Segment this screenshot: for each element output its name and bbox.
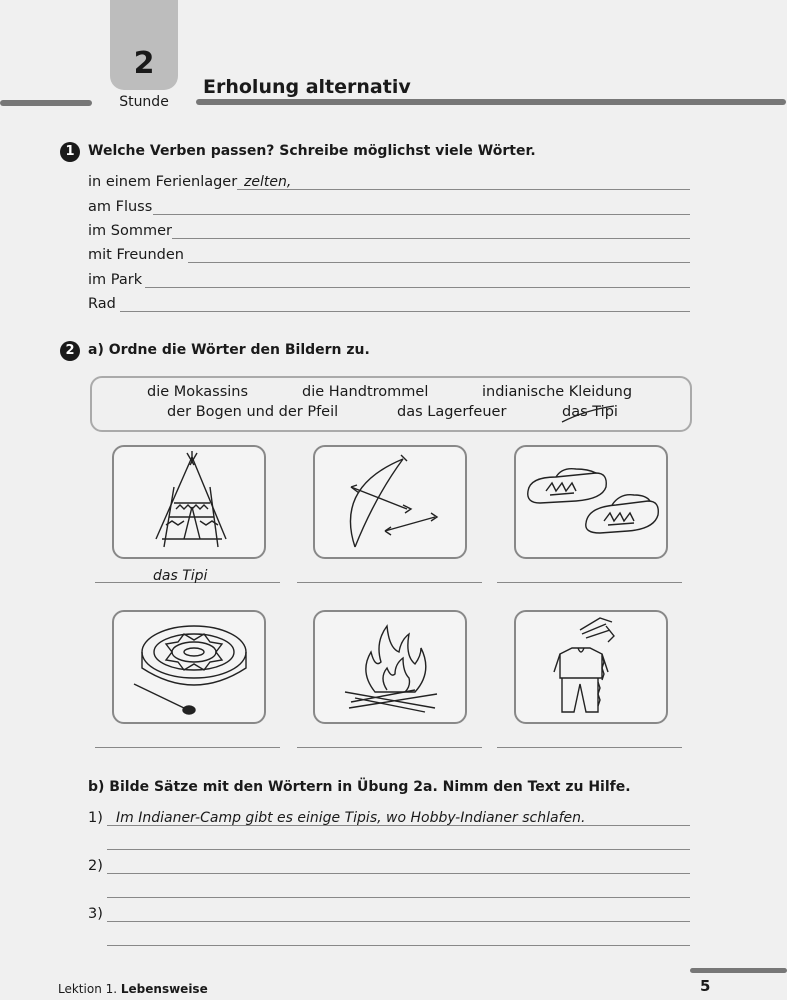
sentence-answer: Im Indianer-Camp gibt es einige Tipis, wo Hobby-Indianer schlafen. xyxy=(116,810,586,826)
sentence-line[interactable] xyxy=(107,849,690,850)
header-rule-right xyxy=(196,99,786,105)
answer-line[interactable] xyxy=(120,311,690,312)
lesson-number: 2 xyxy=(133,46,155,81)
sentence-line[interactable] xyxy=(107,873,690,874)
sentence-line[interactable] xyxy=(107,897,690,898)
page-number: 5 xyxy=(700,977,711,995)
picture-answer-line[interactable] xyxy=(95,747,280,748)
header-rule-left xyxy=(0,100,92,106)
page-title: Erholung alternativ xyxy=(203,76,411,98)
hand-drum-icon xyxy=(112,610,266,724)
word-item: indianische Kleidung xyxy=(482,384,633,400)
indian-clothing-icon xyxy=(514,610,668,724)
row-label: in einem Ferienlager xyxy=(88,174,238,190)
campfire-icon xyxy=(313,610,467,724)
footer-rule xyxy=(690,968,787,973)
sentence-line[interactable] xyxy=(107,945,690,946)
answer-line[interactable] xyxy=(153,214,690,215)
answer-line[interactable] xyxy=(172,238,690,239)
exercise-2-number: 2 xyxy=(60,341,80,361)
answer-line[interactable] xyxy=(237,189,690,190)
row-answer: zelten, xyxy=(244,174,292,190)
exercise-2a-instruction: a) Ordne die Wörter den Bildern zu. xyxy=(88,342,370,358)
row-label: mit Freunden xyxy=(88,247,184,263)
picture-answer-line[interactable] xyxy=(497,747,682,748)
word-item: der Bogen und der Pfeil xyxy=(167,404,339,420)
row-label: im Park xyxy=(88,272,143,288)
word-item: die Handtrommel xyxy=(302,384,429,400)
word-item: die Mokassins xyxy=(147,384,249,400)
exercise-1-number: 1 xyxy=(60,142,80,162)
exercise-1-instruction: Welche Verben passen? Schreibe möglichst viele Wörter. xyxy=(88,143,536,159)
footer-lektion-prefix: Lektion 1. xyxy=(58,982,118,996)
answer-line[interactable] xyxy=(145,287,690,288)
moccasins-icon xyxy=(514,445,668,559)
footer-lektion-title: Lebensweise xyxy=(120,982,208,996)
word-item-crossed: das Tipi xyxy=(562,404,618,420)
row-label: Rad xyxy=(88,296,116,312)
word-item: das Lagerfeuer xyxy=(397,404,507,420)
tipi-icon xyxy=(112,445,266,559)
footer-lektion xyxy=(58,982,208,996)
picture-answer: das Tipi xyxy=(153,568,208,584)
bow-arrow-icon xyxy=(313,445,467,559)
picture-answer-line[interactable] xyxy=(297,582,482,583)
lesson-word: Stunde xyxy=(119,94,169,110)
sentence-label: 1) xyxy=(88,810,103,826)
exercise-2b-instruction: b) Bilde Sätze mit den Wörtern in Übung 2a. Nimm den Text zu Hilfe. xyxy=(88,779,631,795)
row-label: im Sommer xyxy=(88,223,172,239)
row-label: am Fluss xyxy=(88,199,153,215)
answer-line[interactable] xyxy=(188,262,690,263)
sentence-label: 3) xyxy=(88,906,103,922)
picture-answer-line[interactable] xyxy=(497,582,682,583)
sentence-line[interactable] xyxy=(107,825,690,826)
strike-mark xyxy=(558,402,618,426)
picture-answer-line[interactable] xyxy=(297,747,482,748)
sentence-label: 2) xyxy=(88,858,103,874)
sentence-line[interactable] xyxy=(107,921,690,922)
